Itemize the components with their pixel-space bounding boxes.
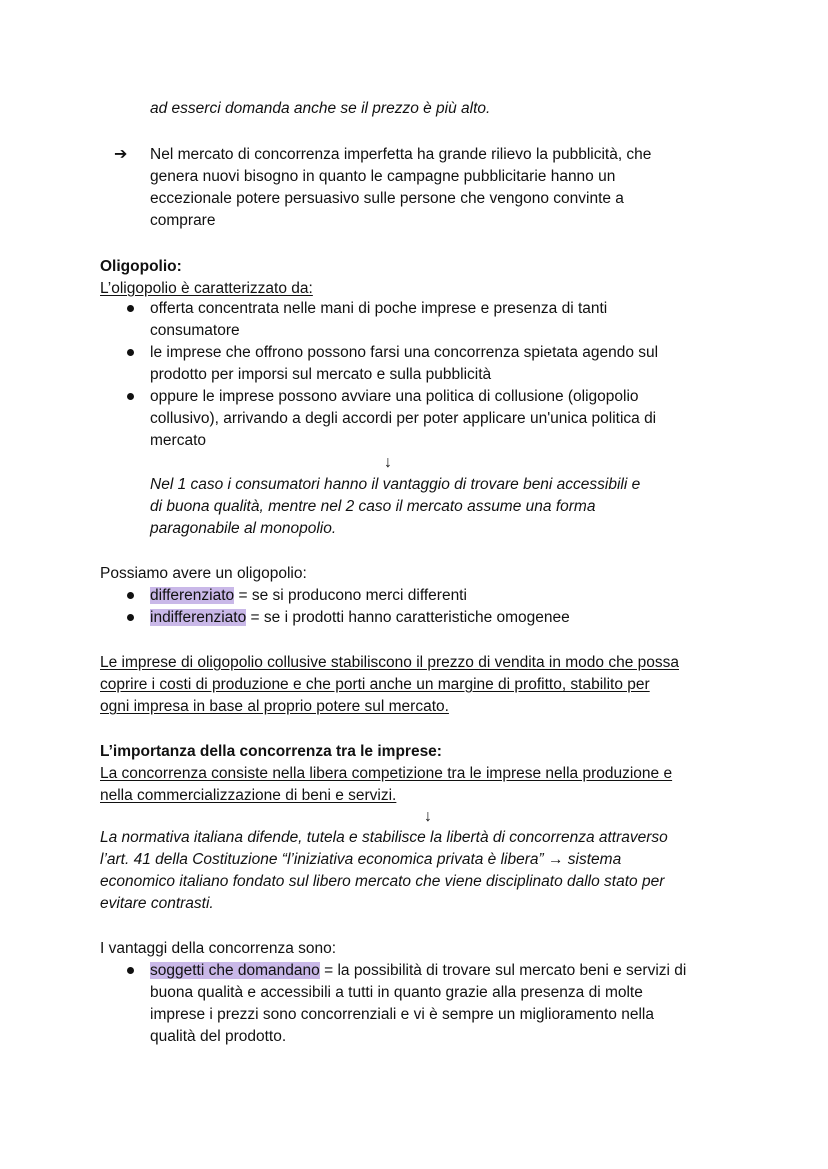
bullet-dot-icon <box>127 592 134 599</box>
arrow-text-line: genera nuovi bisogno in quanto le campagne pubblicitarie hanno un <box>150 168 616 185</box>
tipi-intro: Possiamo avere un oligopolio: <box>100 565 307 582</box>
vantaggi-item-line: imprese i prezzi sono concorrenziali e vi è sempre un miglioramento nella <box>150 1006 654 1023</box>
vantaggi-item-first-line <box>150 960 686 982</box>
term-definition: = se si producono merci differenti <box>234 587 467 604</box>
bullet-line: prodotto per imporsi sul mercato e sulla pubblicità <box>150 366 492 383</box>
tipi-item <box>150 585 467 607</box>
vantaggi-intro: I vantaggi della concorrenza sono: <box>100 940 337 957</box>
bullet-dot-icon <box>127 305 134 312</box>
collusive-line: coprire i costi di produzione e che porti anche un margine di profitto, stabilito per <box>100 676 650 693</box>
normativa-line: evitare contrasti. <box>100 895 214 912</box>
normativa-line: La normativa italiana difende, tutela e stabilisce la libertà di concorrenza attraverso <box>100 829 668 846</box>
oligopolio-heading: Oligopolio: <box>100 258 182 275</box>
normativa-line: economico italiano fondato sul libero mercato che viene disciplinato dallo stato per <box>100 873 665 890</box>
concorrenza-def-line: La concorrenza consiste nella libera competizione tra le imprese nella produzione e <box>100 765 673 782</box>
bullet-line: collusivo), arrivando a degli accordi per poter applicare un'unica politica di <box>150 410 657 427</box>
vantaggi-item-line: buona qualità e accessibili a tutti in quanto grazie alla presenza di molte <box>150 984 643 1001</box>
down-arrow-icon: ↓ <box>424 808 432 825</box>
bullet-dot-icon <box>127 393 134 400</box>
term-definition: = la possibilità di trovare sul mercato beni e servizi di <box>319 962 687 979</box>
oligopolio-intro: L’oligopolio è caratterizzato da: <box>100 280 313 297</box>
bullet-dot-icon <box>127 349 134 356</box>
concorrenza-def-line: nella commercializzazione di beni e servizi. <box>100 787 397 804</box>
highlighted-term: indifferenziato <box>150 609 247 626</box>
arrow-text-line: eccezionale potere persuasivo sulle persone che vengono convinte a <box>150 190 624 207</box>
arrow-bullet-icon: ➔ <box>114 146 128 163</box>
highlighted-term: soggetti che domandano <box>150 962 320 979</box>
vantaggi-item-line: qualità del prodotto. <box>150 1028 287 1045</box>
note-line: paragonabile al monopolio. <box>150 520 337 537</box>
bullet-dot-icon <box>127 614 134 621</box>
collusive-line: ogni impresa in base al proprio potere sul mercato. <box>100 698 449 715</box>
bullet-line: consumatore <box>150 322 240 339</box>
bullet-line: oppure le imprese possono avviare una politica di collusione (oligopolio <box>150 388 639 405</box>
bullet-dot-icon <box>127 967 134 974</box>
concorrenza-heading: L’importanza della concorrenza tra le imprese: <box>100 743 442 760</box>
collusive-line: Le imprese di oligopolio collusive stabiliscono il prezzo di vendita in modo che possa <box>100 654 679 671</box>
term-definition: = se i prodotti hanno caratteristiche omogenee <box>246 609 570 626</box>
arrow-text-line: Nel mercato di concorrenza imperfetta ha grande rilievo la pubblicità, che <box>150 146 652 163</box>
arrow-text-line: comprare <box>150 212 216 229</box>
normativa-line: l’art. 41 della Costituzione “l’iniziativa economica privata è libera” → sistema <box>100 851 622 868</box>
tipi-item <box>150 607 570 629</box>
bullet-line: mercato <box>150 432 206 449</box>
down-arrow-icon: ↓ <box>384 454 392 471</box>
bullet-line: offerta concentrata nelle mani di poche imprese e presenza di tanti <box>150 300 608 317</box>
bullet-line: le imprese che offrono possono farsi una concorrenza spietata agendo sul <box>150 344 659 361</box>
highlighted-term: differenziato <box>150 587 235 604</box>
note-line: Nel 1 caso i consumatori hanno il vantaggio di trovare beni accessibili e <box>150 476 641 493</box>
note-line: di buona qualità, mentre nel 2 caso il mercato assume una forma <box>150 498 596 515</box>
continuation-line: ad esserci domanda anche se il prezzo è più alto. <box>150 100 491 117</box>
